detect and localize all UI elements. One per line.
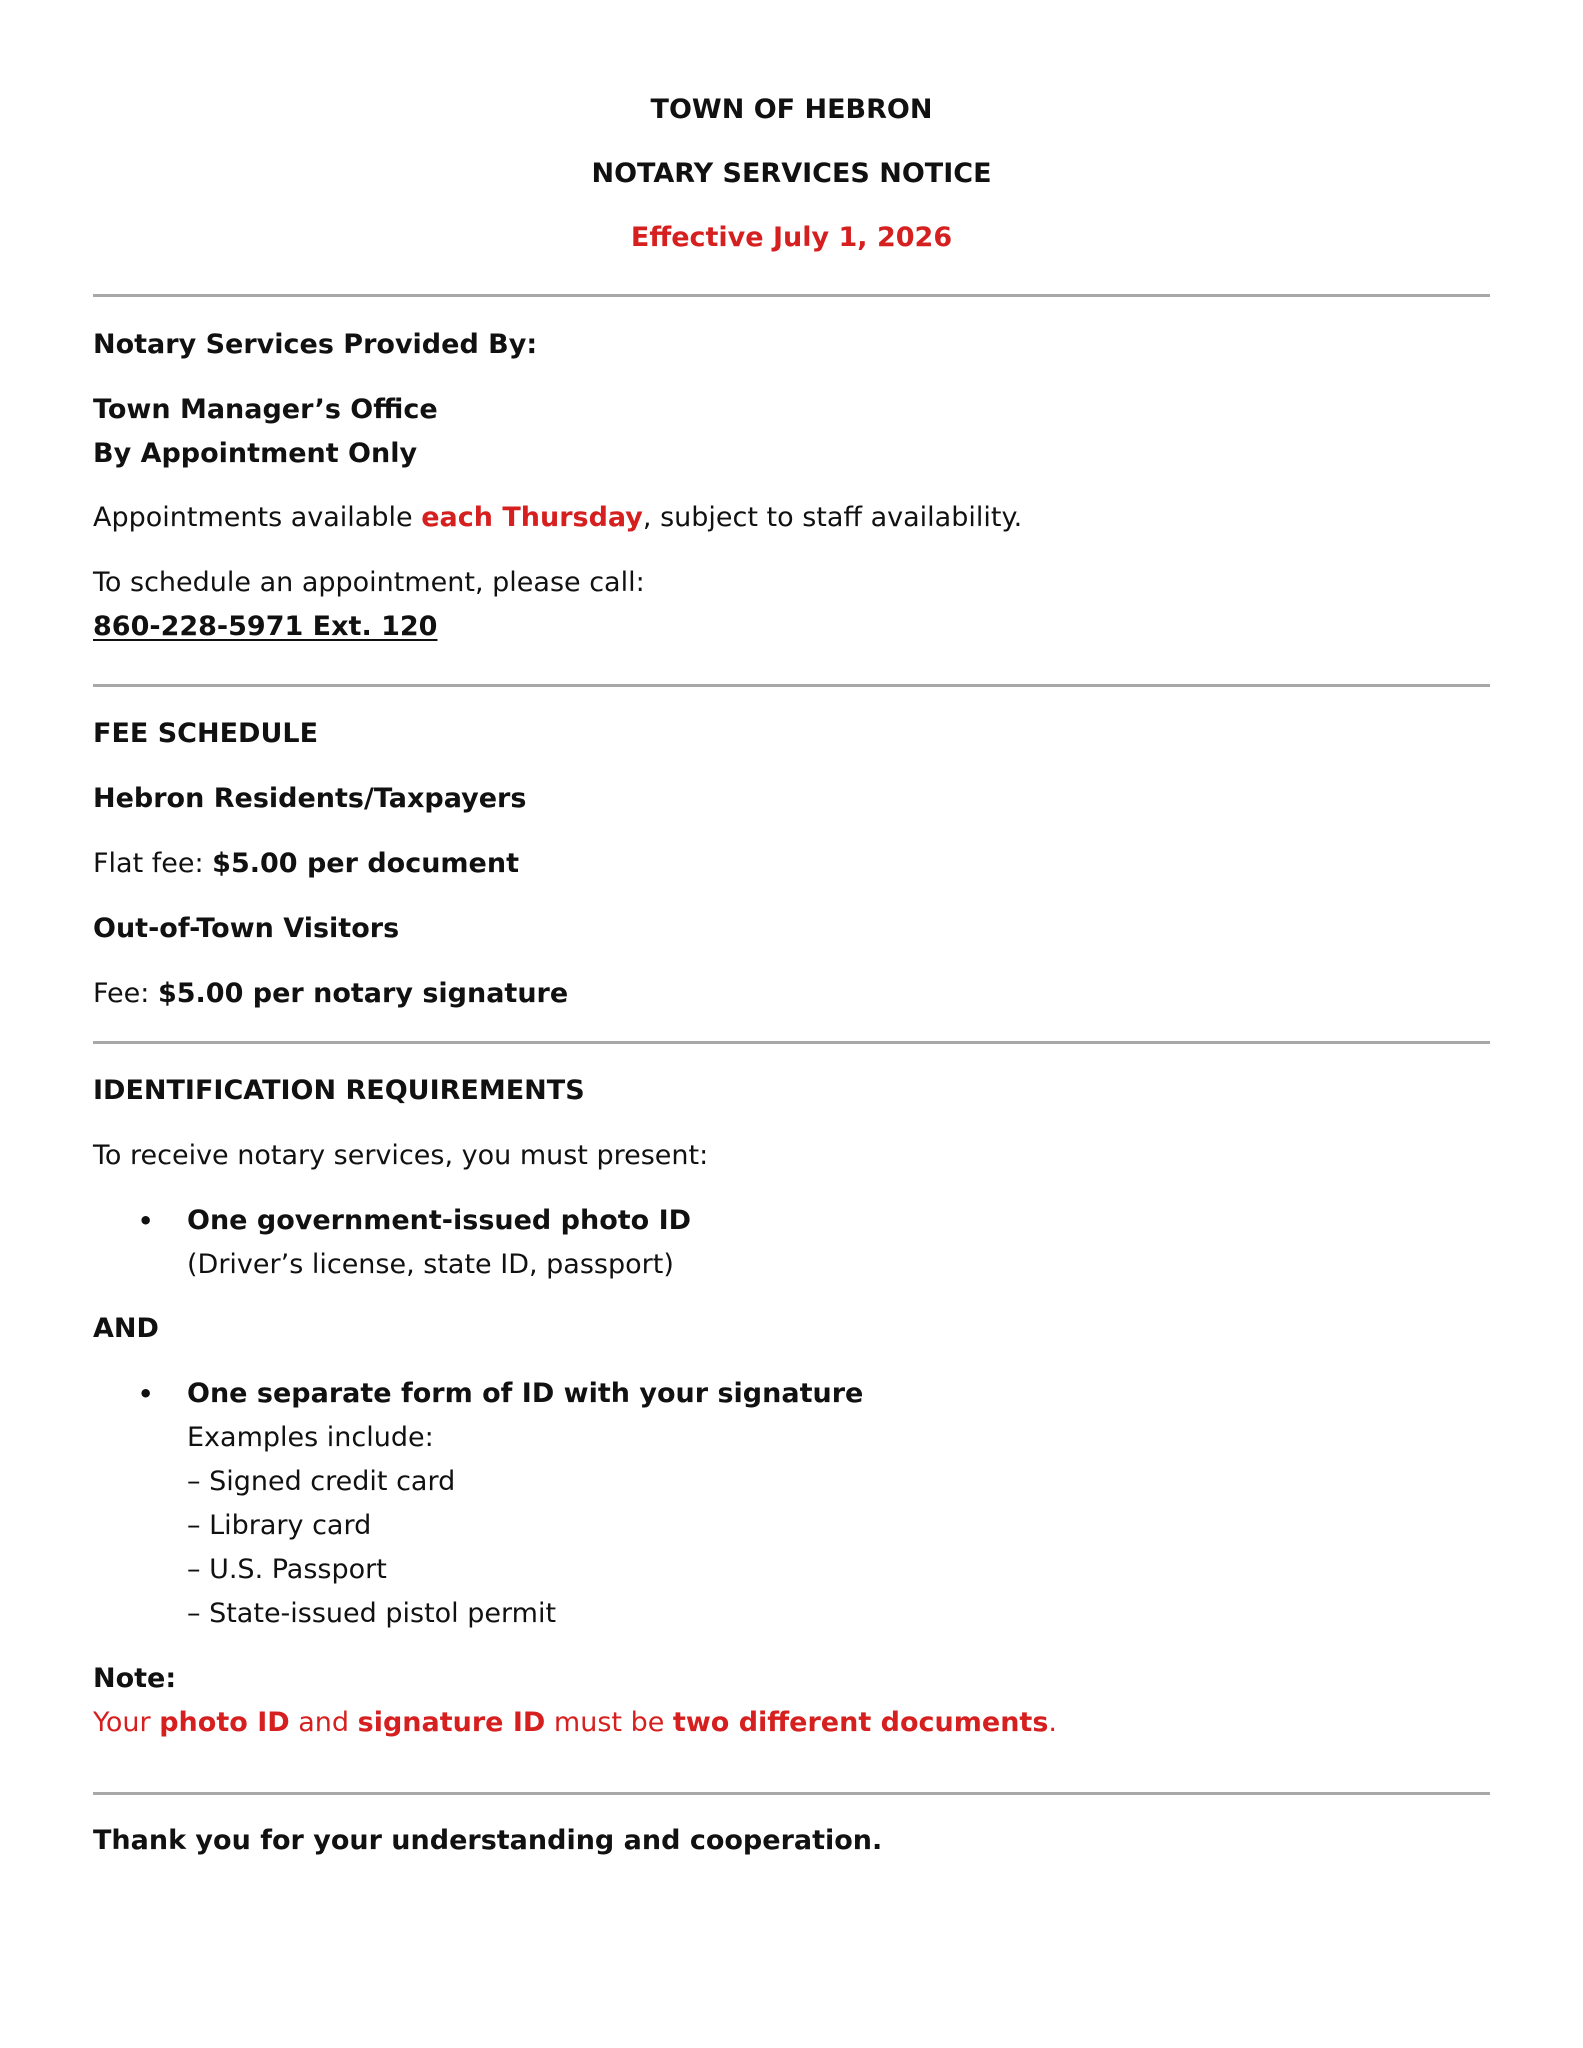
section-divider: [93, 294, 1490, 297]
document-content: [93, 92, 1490, 1863]
note-part: Your: [93, 1707, 160, 1738]
note-highlight: signature ID: [357, 1707, 546, 1738]
example-item: – U.S. Passport: [187, 1554, 387, 1585]
provided-by-heading: Notary Services Provided By:: [93, 329, 538, 360]
appointments-text: [93, 496, 1490, 540]
bullet-icon: •: [138, 1207, 154, 1235]
note-label: Note:: [93, 1663, 177, 1694]
example-item: – Signed credit card: [187, 1466, 456, 1497]
appointments-highlight: each Thursday: [421, 502, 643, 533]
id-requirement-list-item: [93, 1199, 1490, 1287]
residents-fee: [93, 842, 1490, 886]
schedule-prompt: To schedule an appointment, please call:: [93, 567, 645, 598]
id-requirement-list-item: [93, 1372, 1490, 1636]
residents-fee-label: Flat fee:: [93, 848, 213, 879]
residents-fee-value: $5.00 per document: [212, 848, 519, 879]
note-highlight: two different documents: [672, 1707, 1049, 1738]
note-part: and: [289, 1707, 358, 1738]
bullet-icon: •: [138, 1380, 154, 1408]
section-divider: [93, 684, 1490, 687]
visitors-heading: Out-of-Town Visitors: [93, 913, 400, 944]
visitors-fee: [93, 972, 1490, 1016]
examples-intro: Examples include:: [187, 1422, 434, 1453]
note-text: [93, 1701, 1490, 1745]
note-part: .: [1048, 1707, 1057, 1738]
section-divider: [93, 1792, 1490, 1795]
id-intro: To receive notary services, you must present:: [93, 1140, 709, 1171]
example-item: – Library card: [187, 1510, 372, 1541]
office-name: Town Manager’s Office: [93, 394, 438, 425]
id-requirements-heading: IDENTIFICATION REQUIREMENTS: [93, 1075, 585, 1106]
note-part: must be: [545, 1707, 673, 1738]
fee-schedule-heading: FEE SCHEDULE: [93, 718, 319, 749]
effective-date: Effective July 1, 2026: [630, 222, 953, 253]
and-separator: AND: [93, 1313, 159, 1344]
signature-id-requirement: One separate form of ID with your signature: [187, 1378, 864, 1409]
example-item: – State-issued pistol permit: [187, 1598, 557, 1629]
thank-you-message: Thank you for your understanding and cooperation.: [93, 1825, 883, 1856]
photo-id-requirement: One government-issued photo ID: [187, 1205, 692, 1236]
phone-number: 860-228-5971 Ext. 120: [93, 611, 438, 642]
document-title: TOWN OF HEBRON: [650, 94, 933, 125]
visitors-fee-value: $5.00 per notary signature: [157, 978, 569, 1009]
residents-heading: Hebron Residents/Taxpayers: [93, 783, 527, 814]
note-highlight: photo ID: [159, 1707, 290, 1738]
photo-id-detail: (Driver’s license, state ID, passport): [187, 1249, 674, 1280]
section-divider: [93, 1041, 1490, 1044]
visitors-fee-label: Fee:: [93, 978, 158, 1009]
appointments-prefix: Appointments available: [93, 502, 422, 533]
document-subtitle: NOTARY SERVICES NOTICE: [591, 158, 992, 189]
appointment-only: By Appointment Only: [93, 438, 418, 469]
appointments-suffix: , subject to staff availability.: [642, 502, 1023, 533]
